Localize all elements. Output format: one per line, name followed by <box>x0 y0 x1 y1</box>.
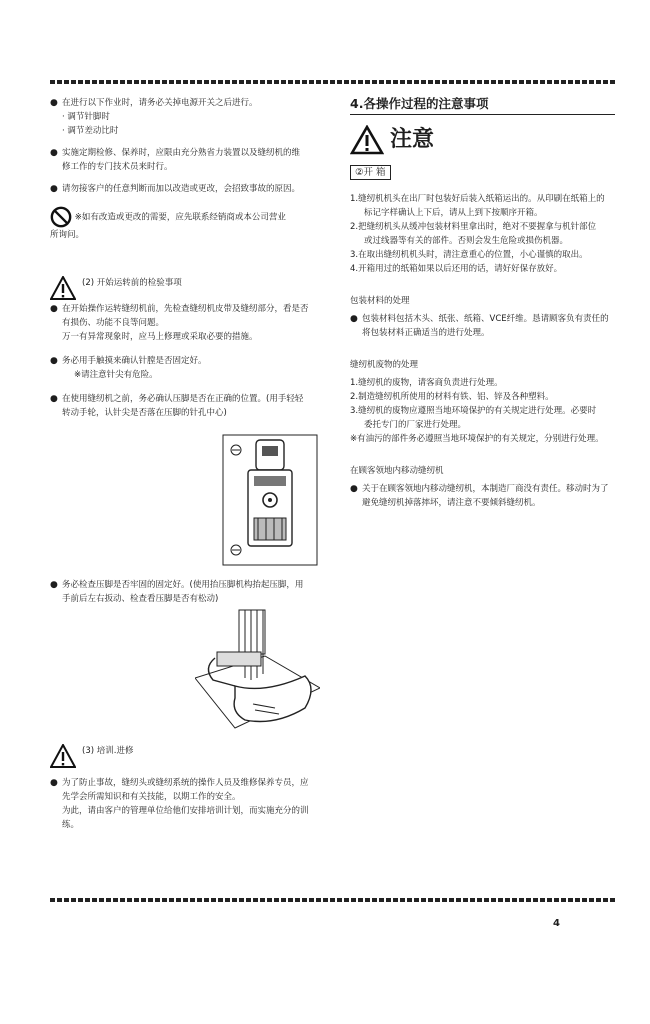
waste-list: 1.缝纫机的废物，请客商负责进行处理。 2.制造缝纫机所使用的材料有铁、铝、锌及各种塑料。 3.缝纫机的废物应遵照当地环境保护的有关规定进行处理。必要时 委托专门的厂家进行处理。 ※有油污的部件务必遵照当地环境保护的有关规定，分别进行处理。 <box>350 378 604 444</box>
bullet-dot: ● <box>50 304 58 314</box>
right-column <box>350 96 615 510</box>
unpacking-label: ②开 箱 <box>350 165 615 180</box>
bullet-dot: ● <box>50 778 58 788</box>
presser-foot-illustration <box>222 434 318 566</box>
unpacking-list: 1.缝纫机机头在出厂时包装好后装入纸箱运出的。从印刷在纸箱上的 标记字样确认上下后，请从上到下按顺序开箱。 2.把缝纫机头从缓冲包装材料里拿出时，绝对不要握拿与机针部位 或过线器等有关的部件。否则会发生危险或损伤机器。 3.在取出缝纫机机头时，清注意重心的位置，小心谨慎的取出。 4.开箱用过的纸箱如果以后还用的话，请好好保存放好。 <box>350 194 605 274</box>
list-item: ● 关于在顾客领地内移动缝纫机，本制造厂商没有责任。移动时为了 避免缝纫机掉落摔坏，请注意不要倾斜缝纫机。 <box>350 484 609 508</box>
bullet-dot: ● <box>50 394 58 404</box>
bottom-dashed-rule <box>50 898 615 902</box>
modification-note: ※如有改造或更改的需要，应先联系经销商或本公司营业 所询问。 <box>50 206 320 242</box>
bullet-dot: ● <box>50 184 58 194</box>
bullet-dot: ● <box>50 148 58 158</box>
top-dashed-rule <box>50 80 615 84</box>
list-item: ● 为了防止事故，缝纫头或缝纫系统的操作人员及维修保养专员，应 先学会所需知识和有关技能，以期工作的安全。 为此，请由客户的管理单位给他们安排培训计划，而实施充分的训 练。 <box>50 778 309 830</box>
list-item: ● 在开始操作运转缝纫机前，先检查缝纫机皮带及缝纫部分，看是否 有损伤、功能不良等问题。 万一有异常现象时，应马上修理或采取必要的措施。 <box>50 304 309 342</box>
section-3-heading: (3) 培训.进修 <box>50 744 320 768</box>
left-column <box>50 96 320 832</box>
list-item: ● 在使用缝纫机之前，务必确认压脚是否在正确的位置。(用手轻轻 转动手轮，认针尖是否落在压脚的针孔中心) <box>50 394 304 418</box>
list-item: ● 在进行以下作业时，请务必关掉电源开关之后进行。 <box>50 98 258 108</box>
moving-heading: 在顾客领地内移动缝纫机 <box>350 466 444 476</box>
list-item: ● 包装材料包括木头、纸张、纸箱、VCE纤维。恳请顾客负有责任的 将包装材料正确适当的进行处理。 <box>350 314 609 338</box>
bullet-dot: ● <box>50 580 58 590</box>
list-item: · 调节针脚时 <box>62 112 110 122</box>
list-item: ● 实施定期检修、保养时，应限由充分熟省力装置以及缝纫机的维 修工作的专门技术员来时行。 <box>50 148 301 172</box>
packaging-heading: 包装材料的处理 <box>350 296 410 306</box>
bullet-dot: ● <box>50 356 58 366</box>
list-item: ● 请勿接客户的任意判断而加以改造或更改，会招致事故的原因。 <box>50 184 301 194</box>
bullet-dot: ● <box>50 98 58 108</box>
list-item: ● 务必用手触摸来确认针膛是否固定好。 ※请注意针尖有危险。 <box>50 356 207 380</box>
warning-triangle-icon <box>50 744 76 768</box>
caution-heading: 注意 <box>350 125 615 155</box>
waste-heading: 缝纫机废物的处理 <box>350 360 419 370</box>
section-title: 4.各操作过程的注意事项 <box>350 96 615 115</box>
bullet-dot: ● <box>350 484 358 494</box>
bullet-dot: ● <box>350 314 358 324</box>
list-item: ● 务必检查压脚是否牢固的固定好。(使用抬压脚机构抬起压脚，用 手前后左右扳动、检查看压脚是否有松动) <box>50 580 304 604</box>
presser-check-illustration <box>195 608 320 740</box>
warning-triangle-icon <box>50 276 76 300</box>
warning-triangle-icon <box>350 125 384 155</box>
list-item: · 调节差动比时 <box>62 126 119 136</box>
prohibited-icon <box>50 206 72 228</box>
page-number: 4 <box>553 918 560 929</box>
section-2-heading: (2) 开始运转前的检验事项 <box>50 276 320 300</box>
